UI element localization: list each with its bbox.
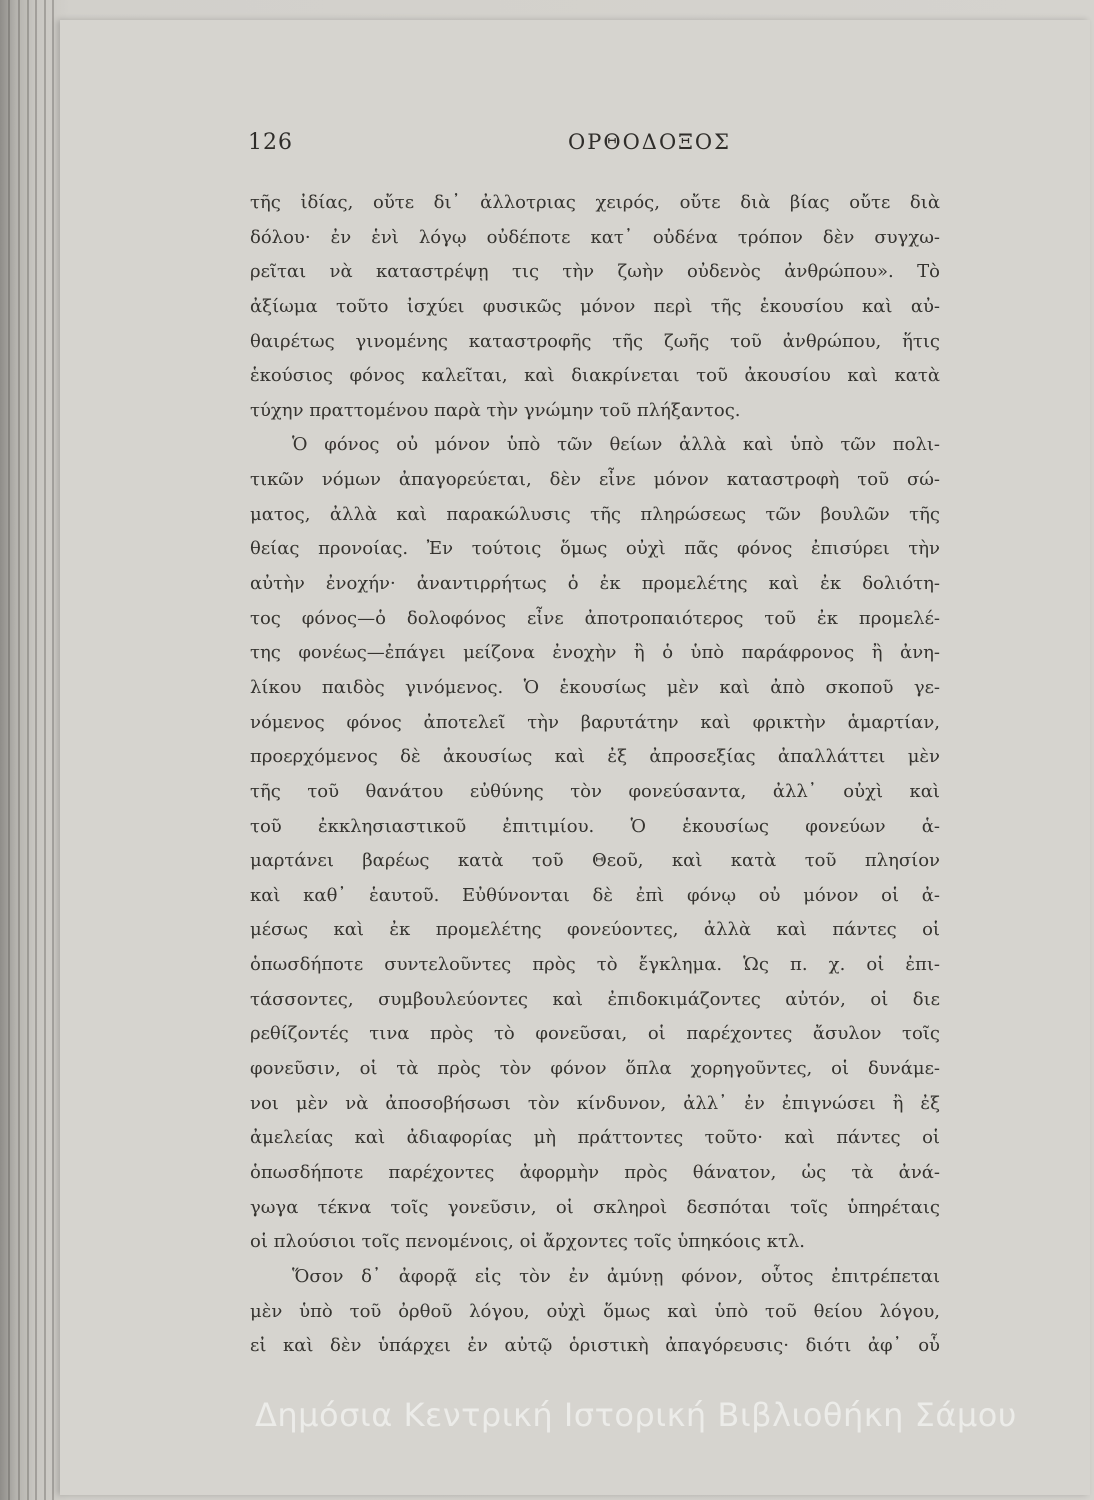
body-text (250, 186, 940, 1364)
text-line: ὁπωσδήποτε παρέχοντες ἀφορμὴν πρὸς θάνατον, ὡς τὰ ἀνά- (250, 1161, 940, 1183)
text-line: ρεῖται νὰ καταστρέψῃ τις τὴν ζωὴν οὐδενὸς ἀνθρώπου». Τὸ (250, 261, 940, 283)
page-edge-line (18, 0, 20, 1500)
page-edge-line (44, 0, 46, 1500)
text-line: νοι μὲν νὰ ἀποσοβήσωσι τὸν κίνδυνον, ἀλλ᾽ ἐν ἐπιγνώσει ἢ ἐξ (250, 1092, 940, 1114)
text-line: τάσσοντες, συμβουλεύοντες καὶ ἐπιδοκιμάζοντες αὐτόν, οἱ διε (250, 988, 940, 1010)
text-line: τος φόνος—ὁ δολοφόνος εἶνε ἀποτροπαιότερος τοῦ ἐκ προμελέ- (250, 607, 940, 629)
text-line: της φονέως—ἐπάγει μείζονα ἐνοχὴν ἢ ὁ ὑπὸ παράφρονος ἢ ἀνη- (250, 642, 940, 664)
text-line: ματος, ἀλλὰ καὶ παρακώλυσις τῆς πληρώσεως τῶν βουλῶν τῆς (250, 503, 940, 525)
library-watermark: Δημόσια Κεντρική Ιστορική Βιβλιοθήκη Σάμου (255, 1396, 1017, 1434)
text-line: τῆς τοῦ θανάτου εὐθύνης τὸν φονεύσαντα, ἀλλ᾽ οὐχὶ καὶ (250, 780, 940, 802)
text-line: λίκου παιδὸς γινόμενος. Ὁ ἑκουσίως μὲν καὶ ἀπὸ σκοποῦ γε- (250, 676, 940, 698)
page-edge-line (52, 0, 54, 1500)
page-header (248, 130, 768, 170)
text-line: προερχόμενος δὲ ἀκουσίως καὶ ἐξ ἀπροσεξίας ἀπαλλάττει μὲν (250, 746, 940, 768)
text-line: τικῶν νόμων ἀπαγορεύεται, δὲν εἶνε μόνον καταστροφὴ τοῦ σώ- (250, 469, 940, 491)
text-line: θείας προνοίας. Ἐν τούτοις ὅμως οὐχὶ πᾶς φόνος ἐπισύρει τὴν (250, 538, 940, 560)
page-edge-line (27, 0, 29, 1500)
text-line: ρεθίζοντές τινα πρὸς τὸ φονεῦσαι, οἱ παρέχοντες ἄσυλον τοῖς (250, 1023, 940, 1045)
paragraph-start-line: Ὅσον δ᾽ ἀφορᾷ εἰς τὸν ἐν ἀμύνῃ φόνον, οὗτος ἐπιτρέπεται (292, 1265, 940, 1287)
text-line: γωγα τέκνα τοῖς γονεῦσιν, οἱ σκληροὶ δεσπόται τοῖς ὑπηρέταις (250, 1196, 940, 1218)
text-line: τῆς ἰδίας, οὔτε δι᾽ ἀλλοτριας χειρός, οὔτε διὰ βίας οὔτε διὰ (250, 192, 940, 213)
text-line: ἀμελείας καὶ ἀδιαφορίας μὴ πράττοντες τοῦτο· καὶ πάντες οἱ (250, 1127, 940, 1149)
text-line: νόμενος φόνος ἀποτελεῖ τὴν βαρυτάτην καὶ φρικτὴν ἁμαρτίαν, (250, 711, 940, 733)
text-line: εἰ καὶ δὲν ὑπάρχει ἐν αὐτῷ ὁριστικὴ ἀπαγόρευσις· διότι ἀφ᾽ οὗ (250, 1335, 940, 1357)
page-number: 126 (248, 130, 293, 155)
text-line: ἀξίωμα τοῦτο ἰσχύει φυσικῶς μόνον περὶ τῆς ἑκουσίου καὶ αὐ- (250, 295, 940, 317)
paragraph-start-line: Ὁ φόνος οὐ μόνον ὑπὸ τῶν θείων ἀλλὰ καὶ ὑπὸ τῶν πολι- (292, 434, 940, 456)
text-line: μαρτάνει βαρέως κατὰ τοῦ Θεοῦ, καὶ κατὰ τοῦ πλησίον (250, 850, 940, 872)
text-line: θαιρέτως γινομένης καταστροφῆς τῆς ζωῆς τοῦ ἀνθρώπου, ἥτις (250, 330, 940, 352)
running-head: ΟΡΘΟΔΟΞΟΣ (568, 130, 732, 154)
text-line: μὲν ὑπὸ τοῦ ὀρθοῦ λόγου, οὐχὶ ὅμως καὶ ὑπὸ τοῦ θείου λόγου, (250, 1300, 940, 1322)
text-line: φονεῦσιν, οἱ τὰ πρὸς τὸν φόνον ὅπλα χορηγοῦντες, οἱ δυνάμε- (250, 1058, 940, 1080)
text-line: τύχην πραττομένου παρὰ τὴν γνώμην τοῦ πλήξαντος. (250, 399, 741, 421)
text-line: μέσως καὶ ἐκ προμελέτης φονεύοντες, ἀλλὰ καὶ πάντες οἱ (250, 919, 940, 941)
text-line: ὁπωσδήποτε συντελοῦντες πρὸς τὸ ἔγκλημα. Ὡς π. χ. οἱ ἐπι- (250, 954, 940, 976)
text-line: ἑκούσιος φόνος καλεῖται, καὶ διακρίνεται τοῦ ἀκουσίου καὶ κατὰ (250, 365, 940, 387)
text-line: δόλου· ἐν ἑνὶ λόγῳ οὐδέποτε κατ᾽ οὐδένα τρόπον δὲν συγχω- (250, 226, 940, 248)
page-edge-line (35, 0, 37, 1500)
text-line: οἱ πλούσιοι τοῖς πενομένοις, οἱ ἄρχοντες τοῖς ὑπηκόοις κτλ. (250, 1231, 806, 1253)
text-line: τοῦ ἐκκλησιαστικοῦ ἐπιτιμίου. Ὁ ἑκουσίως φονεύων ἁ- (250, 815, 940, 837)
page-edge-line (8, 0, 10, 1500)
text-line: αὐτὴν ἐνοχήν· ἀναντιρρήτως ὁ ἐκ προμελέτης καὶ ἐκ δολιότη- (250, 573, 940, 595)
text-line: καὶ καθ᾽ ἑαυτοῦ. Εὐθύνονται δὲ ἐπὶ φόνῳ οὐ μόνον οἱ ἀ- (250, 884, 940, 906)
